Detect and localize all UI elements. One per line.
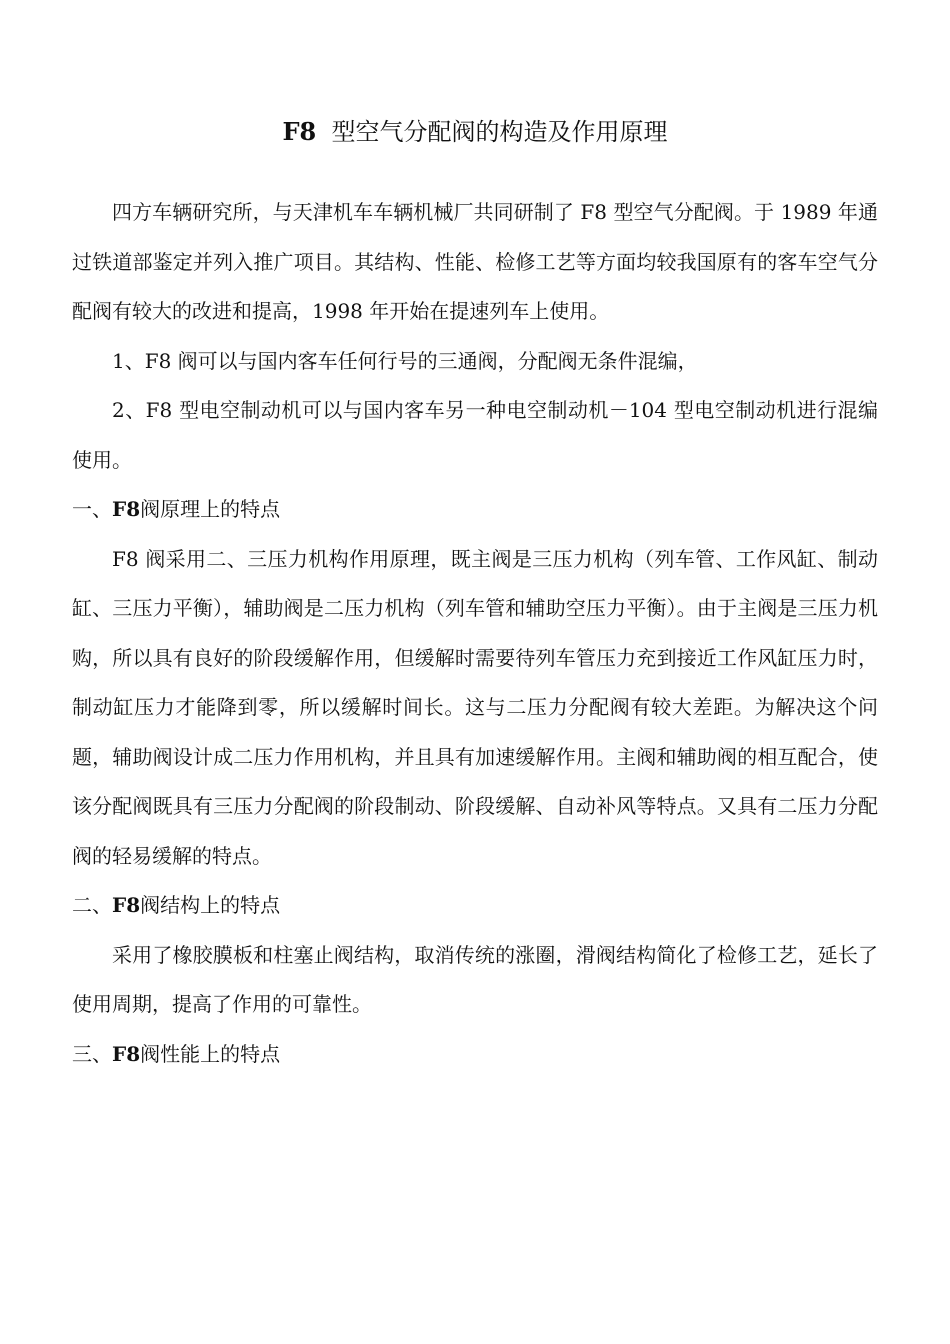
title-text: 型空气分配阀的构造及作用原理	[331, 118, 668, 146]
section-2-model: F8	[112, 893, 141, 917]
title-model: F8	[282, 117, 317, 146]
point-2-paragraph: 2、F8 型电空制动机可以与国内客车另一种电空制动机－104 型电空制动机进行混编使用。	[72, 398, 878, 472]
section-1-heading	[72, 485, 878, 535]
section-1-title: 阀原理上的特点	[140, 497, 281, 521]
section-1-model: F8	[112, 497, 141, 521]
section-1-paragraph: F8 阀采用二、三压力机构作用原理，既主阀是三压力机构（列车管、工作风缸、制动缸、三压力平衡），辅助阀是二压力机构（列车管和辅助空压力平衡）。由于主阀是三压力机购，所以具有良好的阶段缓解作用，但缓解时需要待列车管压力充到接近工作风缸压力时，制动缸压力才能降到零，所以缓解时间长。这与二压力分配阀有较大差距。为解决这个问题，辅助阀设计成二压力作用机构，并且具有加速缓解作用。主阀和辅助阀的相互配合，使该分配阀既具有三压力分配阀的阶段制动、阶段缓解、自动补风等特点。又具有二压力分配阀的轻易缓解的特点。	[72, 546, 878, 868]
section-3-number: 三、	[72, 1041, 112, 1066]
section-2-paragraph: 采用了橡胶膜板和柱塞止阀结构，取消传统的涨圈，滑阀结构简化了检修工艺，延长了使用周期，提高了作用的可靠性。	[72, 942, 878, 1016]
section-3-model: F8	[112, 1041, 141, 1066]
section-1-number: 一、	[72, 497, 112, 521]
document-title	[72, 112, 878, 152]
section-3-heading	[72, 1030, 878, 1080]
document-body	[72, 188, 878, 1079]
section-2-heading	[72, 881, 878, 931]
intro-paragraph: 四方车辆研究所，与天津机车车辆机械厂共同研制了 F8 型空气分配阀。于 1989 年通过铁道部鉴定并列入推广项目。其结构、性能、检修工艺等方面均较我国原有的客车空气分配阀有较大的改进和提高，1998 年开始在提速列车上使用。	[72, 200, 878, 323]
point-1-paragraph: 1、F8 阀可以与国内客车任何行号的三通阀，分配阀无条件混编，	[112, 348, 698, 373]
section-2-title: 阀结构上的特点	[140, 893, 281, 917]
section-3-title: 阀性能上的特点	[140, 1041, 281, 1066]
section-2-number: 二、	[72, 893, 112, 917]
